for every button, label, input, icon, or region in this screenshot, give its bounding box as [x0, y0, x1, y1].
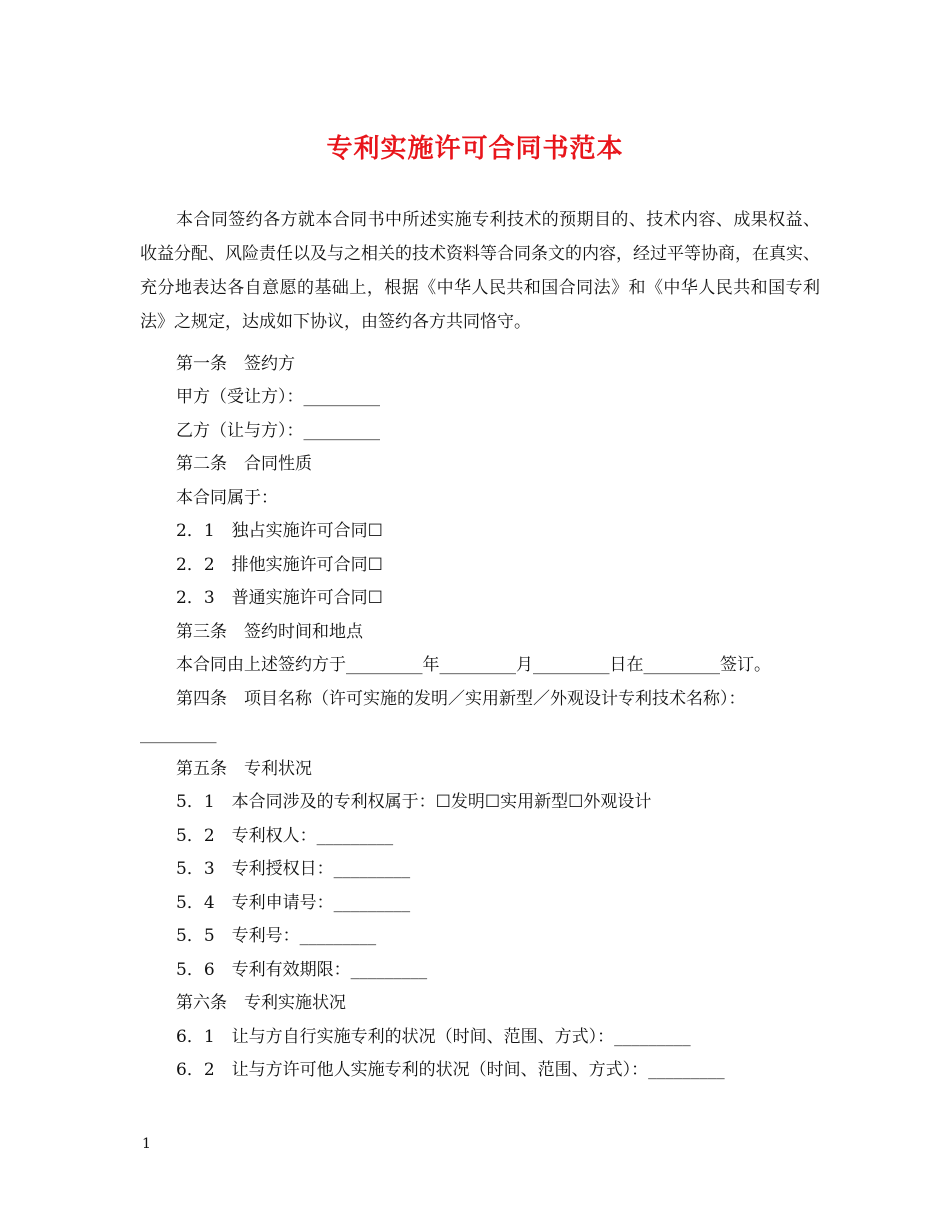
clause-2-2: 2．2 排他实施许可合同☐ — [176, 555, 383, 575]
article-3-heading: 第三条 签约时间和地点 — [176, 622, 363, 642]
clause-6-1: 6．1 让与方自行实施专利的状况（时间、范围、方式）：_________ — [176, 1027, 691, 1047]
clause-5-6: 5．6 专利有效期限：_________ — [176, 960, 428, 980]
party-a-line: 甲方（受让方）：_________ — [176, 387, 380, 407]
clause-5-5: 5．5 专利号：_________ — [176, 926, 377, 946]
clause-2-1: 2．1 独占实施许可合同☐ — [176, 521, 383, 541]
document-title: 专利实施许可合同书范本 — [326, 134, 624, 164]
article-6-heading: 第六条 专利实施状况 — [176, 993, 346, 1013]
article-5-heading: 第五条 专利状况 — [176, 759, 312, 779]
article-4-heading: 第四条 项目名称（许可实施的发明／实用新型／外观设计专利技术名称）： — [176, 689, 746, 709]
page-number: 1 — [142, 1136, 151, 1152]
clause-5-4: 5．4 专利申请号：_________ — [176, 893, 411, 913]
article-1-heading: 第一条 签约方 — [176, 354, 295, 374]
intro-paragraph: 本合同签约各方就本合同书中所述实施专利技术的预期目的、技术内容、成果权益、收益分配、风险责任以及与之相关的技术资料等合同条文的内容，经过平等协商，在真实、充分地表达各自意愿的基础上，根据《中华人民共和国合同法》和《中华人民共和国专利法》之规定，达成如下协议，由签约各方共同恪守。 — [140, 210, 820, 332]
contract-type-line: 本合同属于： — [176, 488, 278, 508]
clause-5-1: 5．1 本合同涉及的专利权属于：☐发明☐实用新型☐外观设计 — [176, 792, 652, 812]
clause-6-2: 6．2 让与方许可他人实施专利的状况（时间、范围、方式）：_________ — [176, 1060, 725, 1080]
clause-5-3: 5．3 专利授权日：_________ — [176, 859, 411, 879]
party-b-line: 乙方（让与方）：_________ — [176, 421, 380, 441]
signing-date-line: 本合同由上述签约方于_________年_________月_________日在_________签订。 — [176, 655, 771, 675]
clause-5-2: 5．2 专利权人：_________ — [176, 826, 394, 846]
project-name-blank: _________ — [140, 724, 217, 744]
article-2-heading: 第二条 合同性质 — [176, 454, 312, 474]
clause-2-3: 2．3 普通实施许可合同☐ — [176, 588, 383, 608]
